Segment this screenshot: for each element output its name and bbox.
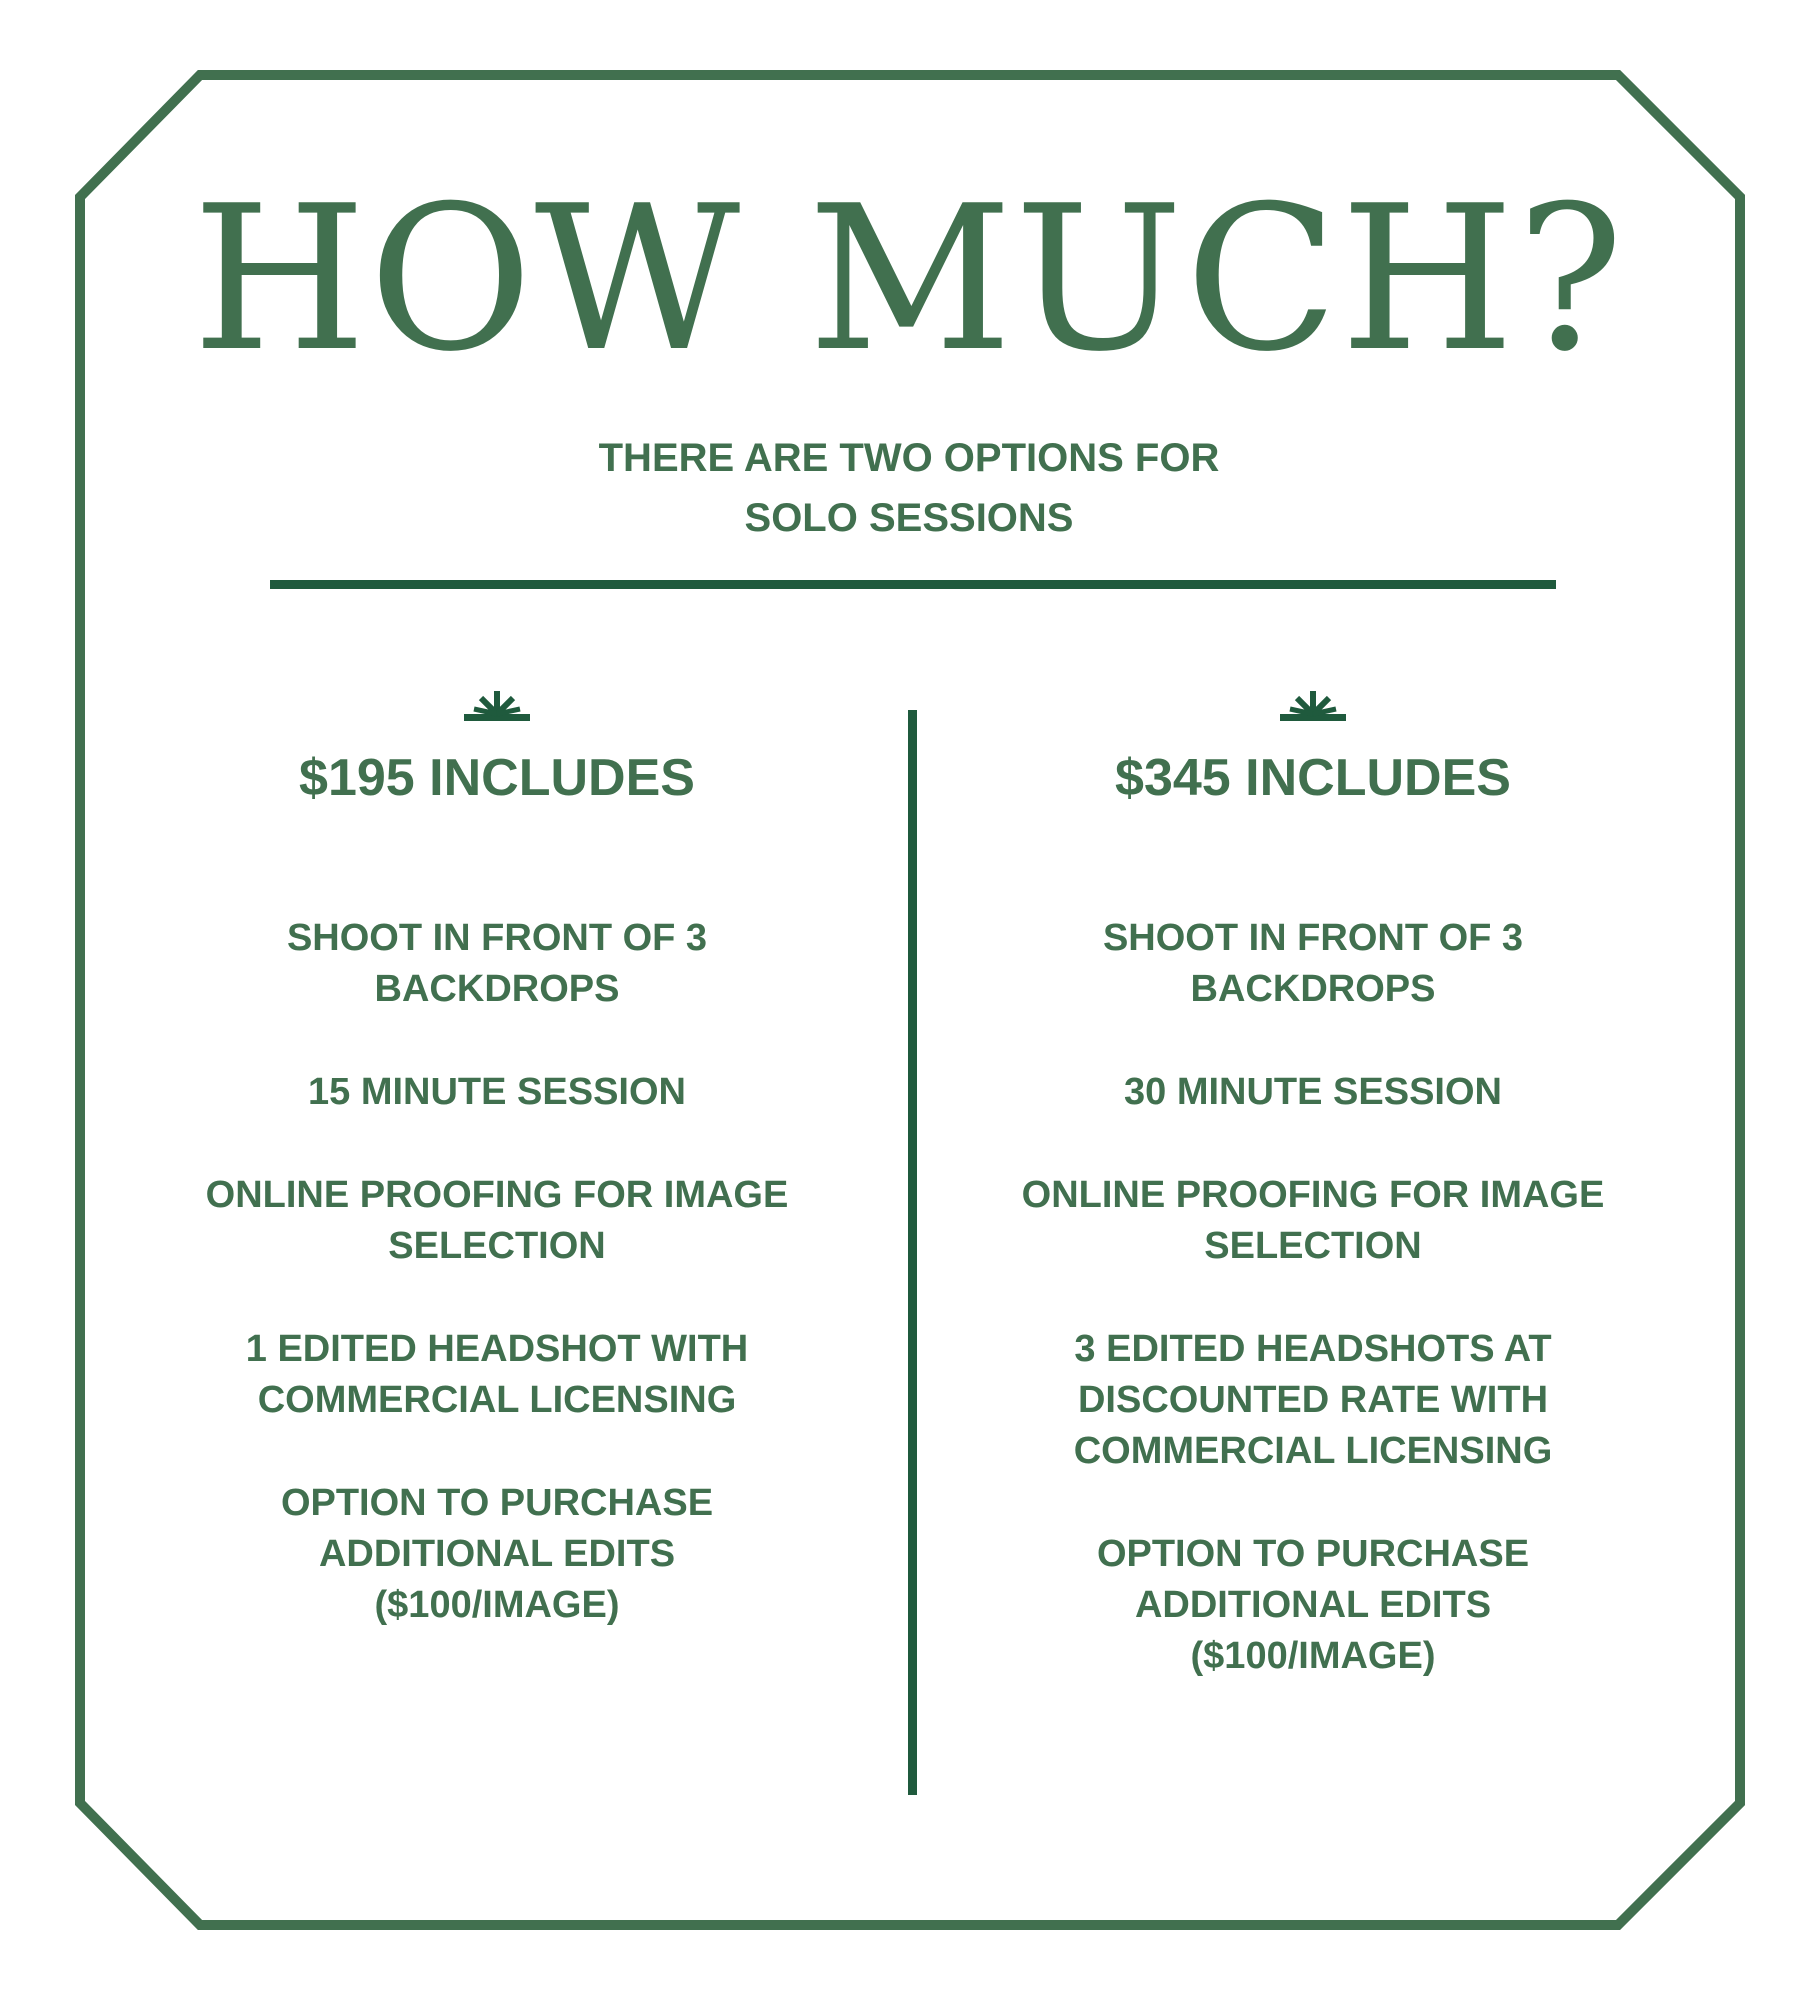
list-item: SHOOT IN FRONT OF 3 BACKDROPS xyxy=(1102,917,1524,1010)
list-item: 3 EDITED HEADSHOTS AT DISCOUNTED RATE WITH COMMERCIAL LICENSING xyxy=(1073,1328,1553,1472)
subtitle xyxy=(359,428,1459,548)
option-195 xyxy=(157,685,837,1683)
subtitle-line-1: THERE ARE TWO OPTIONS FOR xyxy=(598,436,1220,480)
list-item: 15 MINUTE SESSION xyxy=(308,1071,686,1113)
subtitle-line-2: SOLO SESSIONS xyxy=(744,496,1074,540)
feature-list xyxy=(973,913,1653,1682)
list-item: ONLINE PROOFING FOR IMAGE SELECTION xyxy=(205,1174,789,1267)
feature-list xyxy=(157,913,837,1631)
sunburst-icon xyxy=(462,685,532,725)
horizontal-divider xyxy=(270,580,1556,589)
list-item: SHOOT IN FRONT OF 3 BACKDROPS xyxy=(286,917,708,1010)
list-item: OPTION TO PURCHASE ADDITIONAL EDITS ($100/IMAGE) xyxy=(280,1482,714,1626)
price-heading: $345 INCLUDES xyxy=(1115,749,1511,807)
price-heading: $195 INCLUDES xyxy=(299,749,695,807)
list-item: ONLINE PROOFING FOR IMAGE SELECTION xyxy=(1021,1174,1605,1267)
list-item: OPTION TO PURCHASE ADDITIONAL EDITS ($100/IMAGE) xyxy=(1096,1533,1530,1677)
list-item: 30 MINUTE SESSION xyxy=(1124,1071,1502,1113)
page-title: HOW MUCH? xyxy=(192,163,1626,396)
list-item: 1 EDITED HEADSHOT WITH COMMERCIAL LICENSING xyxy=(245,1328,749,1421)
sunburst-icon xyxy=(1278,685,1348,725)
option-345 xyxy=(973,685,1653,1734)
vertical-divider xyxy=(908,710,917,1795)
